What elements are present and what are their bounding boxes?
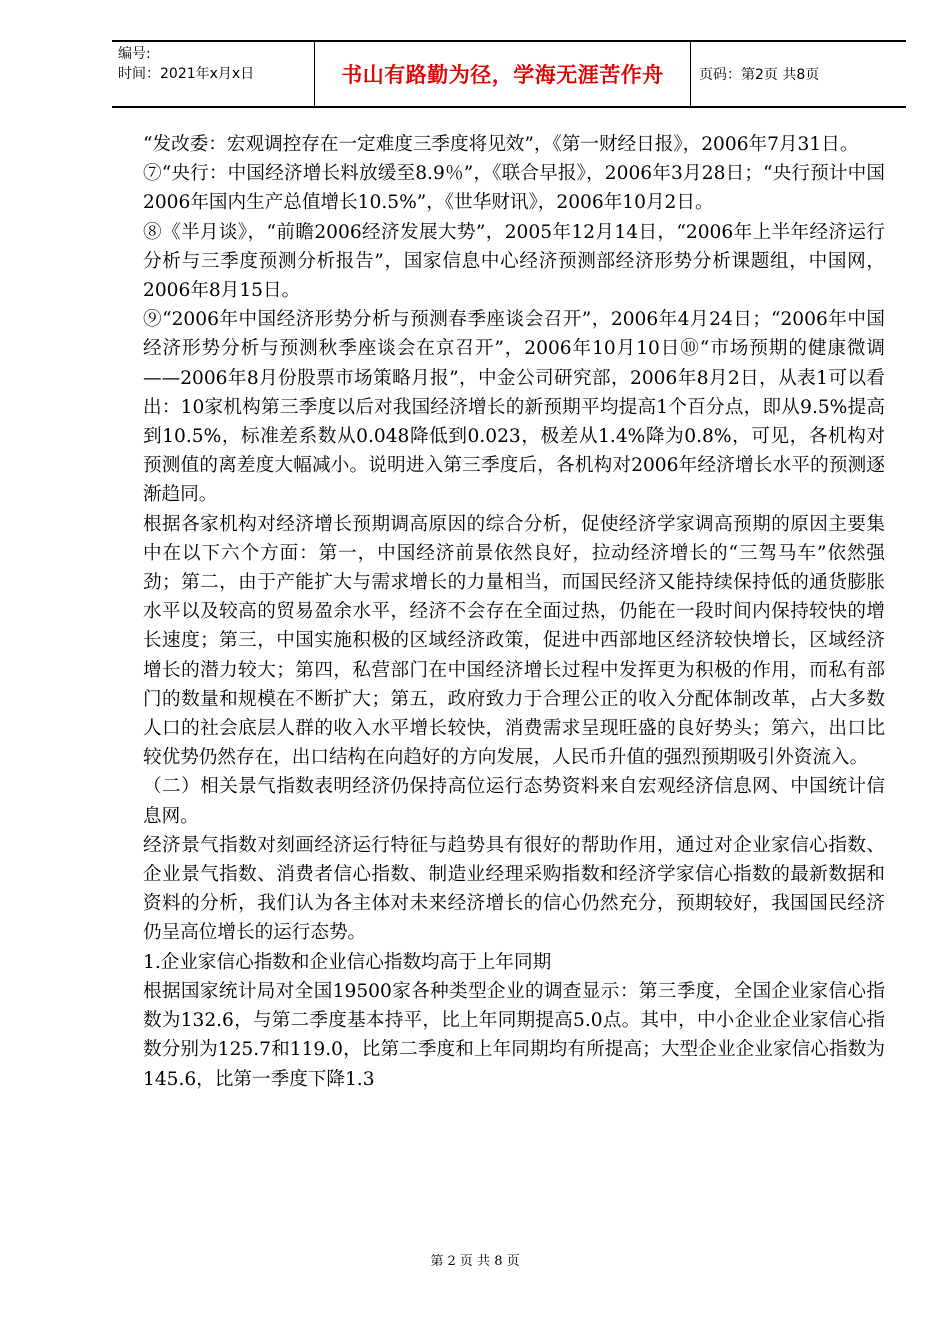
header-page-number: 页码：第2页 共8页 <box>699 67 820 83</box>
page-footer: 第 2 页 共 8 页 <box>430 1254 520 1269</box>
paragraph: 根据各家机构对经济增长预期调高原因的综合分析，促使经济学家调高预期的原因主要集中在以下六个方面：第一，中国经济前景依然良好，拉动经济增长的“三驾马车”依然强劲；第二，由于产能扩大与需求增长的力量相当，而国民经济又能持续保持低的通货膨胀水平以及较高的贸易盈余水平，经济不会存在全面过热，仍能在一段时间内保持较快的增长速度；第三，中国实施积极的区域经济政策，促进中西部地区经济较快增长，区域经济增长的潜力较大；第四，私营部门在中国经济增长过程中发挥更为积极的作用，而私有部门的数量和规模在不断扩大；第五，政府致力于合理公正的收入分配体制改革，占大多数人口的社会底层人群的收入水平增长较快，消费需求呈现旺盛的良好势头；第六，出口比较优势仍然存在，出口结构在向趋好的方向发展，人民币升值的强烈预期吸引外资流入。 <box>143 513 885 769</box>
page-header <box>112 40 906 108</box>
section-heading: （二）相关景气指数表明经济仍保持高位运行态势资料来自宏观经济信息网、中国统计信息网。 <box>143 776 885 827</box>
paragraph: ⑧《半月谈》，“前瞻2006经济发展大势”，2005年12月14日，“2006年上半年经济运行分析与三季度预测分析报告”，国家信息中心经济预测部经济形势分析课题组，中国网，2006年8月15日。 <box>143 221 885 302</box>
document-time-label: 时间：2021年x月x日 <box>118 66 255 82</box>
header-motto: 书山有路勤为径，学海无涯苦作舟 <box>315 42 691 106</box>
paragraph: “发改委：宏观调控存在一定难度三季度将见效”，《第一财经日报》，2006年7月31日。 <box>143 134 859 155</box>
document-body <box>143 130 885 1094</box>
paragraph: 根据国家统计局对全国19500家各种类型企业的调查显示：第三季度，全国企业家信心指数为132.6，与第二季度基本持平，比上年同期提高5.0点。其中，中小企业企业家信心指数分别为125.7和119.0，比第二季度和上年同期均有所提高；大型企业企业家信心指数为145.6，比第一季度下降1.3 <box>143 980 885 1090</box>
paragraph: ⑦“央行：中国经济增长料放缓至8.9％”，《联合早报》，2006年3月28日；“央行预计中国2006年国内生产总值增长10.5%”，《世华财讯》，2006年10月2日。 <box>143 163 885 214</box>
document-number-label: 编号: <box>118 46 151 62</box>
header-meta-cell <box>112 42 315 106</box>
paragraph: ⑨“2006年中国经济形势分析与预测春季座谈会召开”，2006年4月24日；“2006年中国经济形势分析与预测秋季座谈会在京召开”，2006年10月10日⑩“市场预期的健康微调——2006年8月份股票市场策略月报”，中金公司研究部，2006年8月2日，从表1可以看出：10家机构第三季度以后对我国经济增长的新预期平均提高1个百分点，即从9.5%提高到10.5%，标准差系数从0.048降低到0.023，极差从1.4%降为0.8%，可见，各机构对预测值的离差度大幅减小。说明进入第三季度后，各机构对2006年经济增长水平的预测逐渐趋同。 <box>143 309 885 506</box>
subsection-heading: 1.企业家信心指数和企业信心指数均高于上年同期 <box>143 951 552 973</box>
paragraph: 经济景气指数对刻画经济运行特征与趋势具有很好的帮助作用，通过对企业家信心指数、企业景气指数、消费者信心指数、制造业经理采购指数和经济学家信心指数的最新数据和资料的分析，我们认为各主体对未来经济增长的信心仍然充分，预期较好，我国国民经济仍呈高位增长的运行态势。 <box>143 834 885 944</box>
